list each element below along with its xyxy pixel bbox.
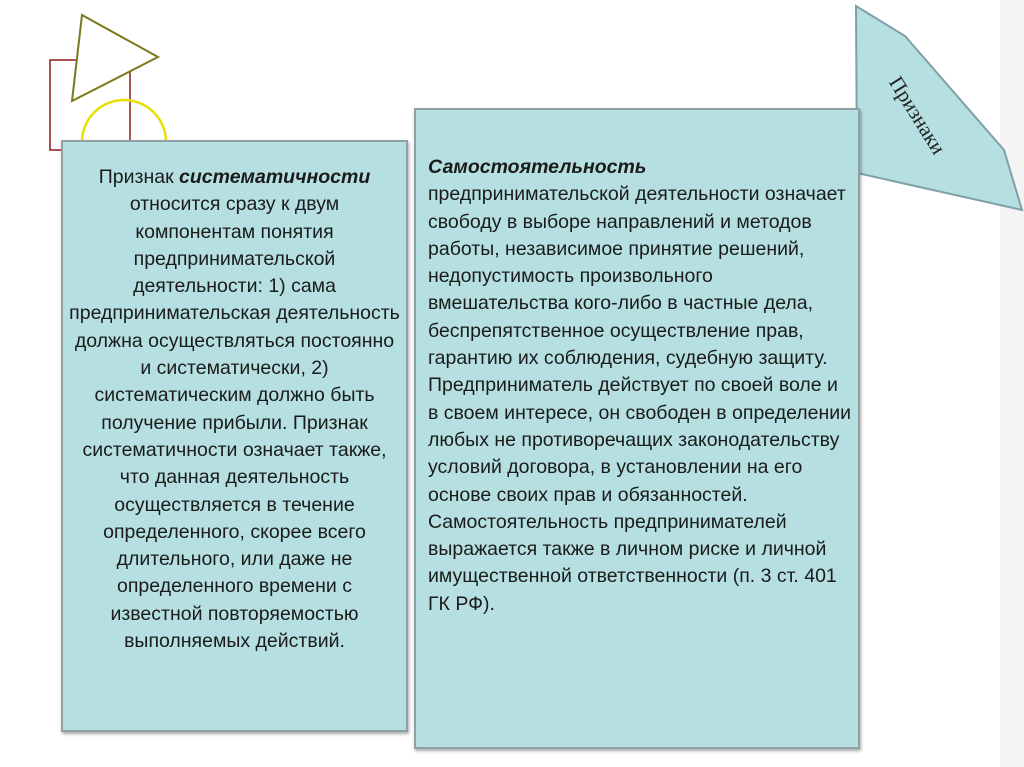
independence-emphasis: Самостоятельность: [428, 156, 647, 178]
systematicity-emphasis: систематичности: [179, 166, 371, 188]
decor-triangle: [72, 15, 158, 101]
independence-body: предпринимательской деятельности означает свободу в выборе направлений и методов работы, независимое принятие решений, недопустимость произвольного вмешательства кого-либо в частные дела, беспрепятственное осуществление прав, гарантию их соблюдения, судебную защиту. Предприниматель действует по своей воле и в своем интересе, он свободен в определении любых не противоречащих законодательству условий договора, в установлении на его основе своих прав и обязанностей. Самостоятельность предпринимателей выражается также в личном риске и личной имущественной ответственности (п. 3 ст. 401 ГК РФ).: [428, 183, 852, 615]
systematicity-text-box: [61, 140, 408, 732]
systematicity-lead: Признак: [98, 166, 180, 188]
tag-arrow-shape: [856, 6, 1022, 210]
tag-label: Признаки: [884, 71, 951, 159]
systematicity-body: относится сразу к двум компонентам понятия предпринимательской деятельности: 1) сама предпринимательская деятельность должна осуществляться постоянно и систематически, 2) систематическим должно быть получение прибыли. Признак систематичности означает также, что данная деятельность осуществляется в течение определенного, скорее всего длительного, или даже не определенного времени с известной повторяемостью выполняемых действий.: [69, 193, 400, 653]
independence-text-box: [414, 108, 860, 749]
